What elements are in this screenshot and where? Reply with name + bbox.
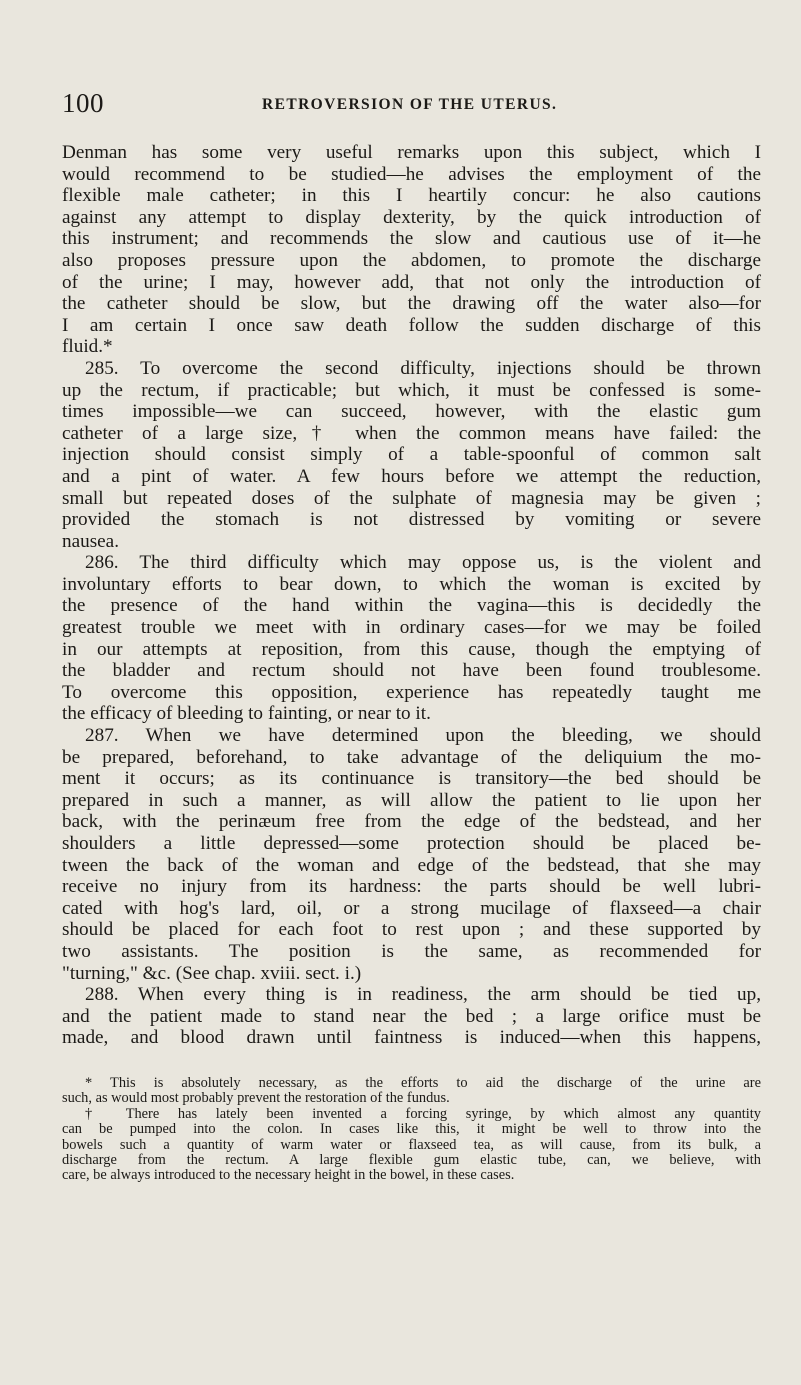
- body-text-line: back, with the perinæum free from the edge of the bedstead, and her: [62, 811, 761, 833]
- footnote-line: † There has lately been invented a forcing syringe, by which almost any quantity: [85, 1105, 761, 1122]
- footnote-line: bowels such a quantity of warm water or flaxseed tea, as will cause, from its bulk, a: [62, 1136, 761, 1153]
- body-text-line: injection should consist simply of a table-spoonful of common salt: [62, 444, 761, 466]
- body-text-line: provided the stomach is not distressed by vomiting or severe: [62, 509, 761, 531]
- body-text-line: 285. To overcome the second difficulty, injections should be thrown: [85, 357, 761, 379]
- body-text-line: the bladder and rectum should not have been found troublesome.: [62, 660, 761, 682]
- footnotes: [62, 1076, 761, 1184]
- footnote-line: such, as would most probably prevent the restoration of the fundus.: [62, 1090, 450, 1107]
- body-text-line: up the rectum, if practicable; but which, it must be confessed is some-: [62, 379, 761, 401]
- body-text-line: this instrument; and recommends the slow and cautious use of it—he: [62, 228, 761, 250]
- body-text-line: nausea.: [62, 530, 120, 552]
- body-text-line: "turning," &c. (See chap. xviii. sect. i.): [62, 962, 362, 984]
- body-text-line: should be placed for each foot to rest upon ; and these supported by: [62, 919, 761, 941]
- footnote-line: * This is absolutely necessary, as the efforts to aid the discharge of the urine are: [85, 1075, 761, 1091]
- body-text-line: I am certain I once saw death follow the sudden discharge of this: [62, 314, 761, 336]
- body-text-line: made, and blood drawn until faintness is induced—when this happens,: [62, 1027, 761, 1049]
- body-text-line: against any attempt to display dexterity, by the quick introduction of: [62, 206, 761, 228]
- body-text-line: in our attempts at reposition, from this cause, though the emptying of: [62, 638, 761, 660]
- body-text-line: 287. When we have determined upon the bleeding, we should: [85, 725, 761, 747]
- body-text-line: prepared in such a manner, as will allow the patient to lie upon her: [62, 789, 761, 811]
- body-text: [62, 142, 761, 1049]
- body-text-line: catheter of a large size,† when the common means have failed: the: [62, 422, 761, 444]
- body-text-line: the catheter should be slow, but the drawing off the water also—for: [62, 293, 761, 315]
- body-text-line: shoulders a little depressed—some protection should be placed be-: [62, 833, 761, 854]
- body-text-line: small but repeated doses of the sulphate of magnesia may be given ;: [62, 487, 761, 509]
- body-text-line: of the urine; I may, however add, that not only the introduction of: [62, 271, 761, 293]
- body-text-line: Denman has some very useful remarks upon this subject, which I: [62, 142, 761, 163]
- body-text-line: 286. The third difficulty which may oppose us, is the violent and: [85, 552, 761, 574]
- body-text-line: fluid.*: [62, 336, 113, 358]
- body-text-line: tween the back of the woman and edge of the bedstead, that she may: [62, 854, 761, 876]
- footnote-line: care, be always introduced to the necessary height in the bowel, in these cases.: [62, 1167, 515, 1184]
- body-text-line: flexible male catheter; in this I heartily concur: he also cautions: [62, 185, 761, 207]
- body-text-line: To overcome this opposition, experience has repeatedly taught me: [62, 681, 761, 703]
- body-text-line: the presence of the hand within the vagina—this is decidedly the: [62, 595, 761, 617]
- body-text-line: two assistants. The position is the same, as recommended for: [62, 940, 761, 962]
- body-text-line: and the patient made to stand near the bed ; a large orifice must be: [62, 1005, 761, 1027]
- body-text-line: be prepared, beforehand, to take advantage of the deliquium the mo-: [62, 746, 761, 768]
- body-text-line: the efficacy of bleeding to fainting, or near to it.: [62, 703, 431, 725]
- page-number: 100: [62, 88, 104, 118]
- body-text-line: receive no injury from its hardness: the parts should be well lubri-: [62, 876, 761, 898]
- body-text-line: and a pint of water. A few hours before we attempt the reduction,: [62, 465, 761, 487]
- footnote-line: can be pumped into the colon. In cases like this, it might be well to throw into the: [62, 1121, 761, 1138]
- body-text-line: would recommend to be studied—he advises the employment of the: [62, 163, 761, 185]
- body-text-line: involuntary efforts to bear down, to which the woman is excited by: [62, 573, 761, 595]
- page-header: [62, 88, 763, 122]
- footnote-line: discharge from the rectum. A large flexible gum elastic tube, can, we believe, with: [62, 1151, 761, 1168]
- body-text-line: times impossible—we can succeed, however, with the elastic gum: [62, 401, 761, 423]
- body-text-line: also proposes pressure upon the abdomen, to promote the discharge: [62, 249, 761, 271]
- running-head: RETROVERSION OF THE UTERUS.: [262, 96, 558, 113]
- body-text-line: cated with hog's lard, oil, or a strong mucilage of flaxseed—a chair: [62, 897, 761, 919]
- body-text-line: greatest trouble we meet with in ordinary cases—for we may be foiled: [62, 617, 761, 639]
- body-text-line: ment it occurs; as its continuance is transitory—the bed should be: [62, 768, 761, 790]
- body-text-line: 288. When every thing is in readiness, the arm should be tied up,: [85, 984, 761, 1006]
